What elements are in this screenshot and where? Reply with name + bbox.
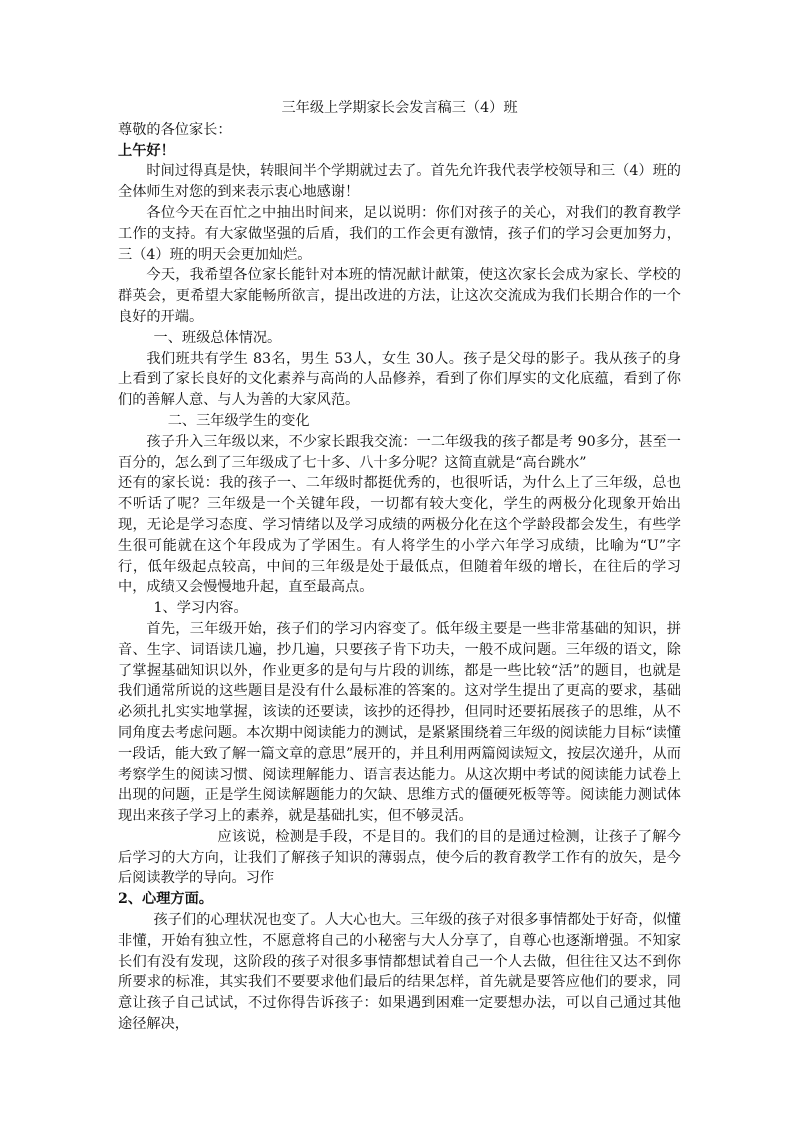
heading-student-changes: 二、三年级学生的变化 xyxy=(167,412,310,429)
salutation: 尊敬的各位家长： xyxy=(118,121,232,138)
heading-psychology: 2、心理方面。 xyxy=(118,891,213,908)
paragraph-testing-purpose: 应该说，检测是手段，不是目的。我们的目的是通过检测，让孩子了解今后学习的大方向，让我们了解孩子知识的薄弱点，使今后的教育教学工作有的放矢，是今后阅读教学的导向。习作 xyxy=(118,828,681,887)
paragraph-key-stage: 还有的家长说：我的孩子一、二年级时都挺优秀的，也很听话，为什么上了三年级，总也不听话了呢？三年级是一个关键年段，一切都有较大变化，学生的两极分化现象开始出现，无论是学习态度、学习情绪以及学习成绩的两极分化在这个学龄段都会发生，有些学生很可能就在这个年段成为了学困生。有人将学生的小学六年学习成绩，比喻为“U”字行，低年级起点较高，中间的三年级是处于最低点，但随着年级的增长，在往后的学习中，成绩又会慢慢地升起，直至最高点。 xyxy=(118,475,681,596)
paragraph-psychology: 孩子们的心理状况也变了。人大心也大。三年级的孩子对很多事情都处于好奇，似懂非懂，开始有独立性，不愿意将自己的小秘密与大人分享了，自尊心也逐渐增强。不知家长们有没有发现，这阶段的孩子对很多事情都想试着自己一个人去做，但往往又达不到你所要求的标准，其实我们不要要求他们最后的结果怎样，首先就是要答应他们的要求，同意让孩子自己试试，不过你得告诉孩子：如果遇到困难一定要想办法，可以自己通过其他途径解决， xyxy=(118,912,681,1033)
paragraph-class-overview: 我们班共有学生 83名，男生 53人，女生 30人。孩子是父母的影子。我从孩子的身上看到了家长良好的文化素养与高尚的人品修养，看到了你们厚实的文化底蕴，看到了你们的善解人意、与人为善的大家风范。 xyxy=(118,350,681,409)
document-page xyxy=(118,98,681,1035)
paragraph-parent-feedback: 孩子升入三年级以来，不少家长跟我交流：一二年级我的孩子都是考 90多分，甚至一百分的，怎么到了三年级成了七十多、八十多分呢？这简直就是“高台跳水” xyxy=(118,433,681,471)
greeting: 上午好！ xyxy=(118,142,175,159)
document-title: 三年级上学期家长会发言稿三（4）班 xyxy=(281,100,518,116)
paragraph-thanks: 时间过得真是快，转眼间半个学期就过去了。首先允许我代表学校领导和三（4）班的全体师生对您的到来表示衷心地感谢！ xyxy=(118,163,681,201)
paragraph-support: 各位今天在百忙之中抽出时间来，足以说明：你们对孩子的关心，对我们的教育教学工作的支持。有大家做坚强的后盾，我们的工作会更有激情，孩子们的学习会更加努力，三（4）班的明天会更加灿烂。 xyxy=(118,204,681,263)
heading-class-overview: 一、班级总体情况。 xyxy=(153,329,282,346)
paragraph-learning-content: 首先，三年级开始，孩子们的学习内容变了。低年级主要是一些非常基础的知识，拼音、生字、词语读几遍，抄几遍，只要孩子肯下功夫，一般不成问题。三年级的语文，除了掌握基础知识以外，作业更多的是句与片段的训练，都是一些比较“活”的题目，也就是我们通常所说的这些题目是没有什么最标准的答案的。这对学生提出了更高的要求，基础必须扎扎实实地掌握，该读的还要读，该抄的还得抄，但同时还要拓展孩子的思维，从不同角度去考虑问题。本次期中阅读能力的测试，是紧紧围绕着三年级的阅读能力目标“读懂一段话，能大致了解一篇文章的意思”展开的，并且利用两篇阅读短文，按层次递升，从而考察学生的阅读习惯、阅读理解能力、语言表达能力。从这次期中考试的阅读能力试卷上出现的问题，正是学生阅读解题能力的欠缺、思维方式的僵硬死板等等。阅读能力测试体现出来孩子学习上的素养，就是基础扎实，但不够灵活。 xyxy=(118,620,681,825)
paragraph-hope: 今天，我希望各位家长能针对本班的情况献计献策，使这次家长会成为家长、学校的群英会，更希望大家能畅所欲言，提出改进的方法，让这次交流成为我们长期合作的一个良好的开端。 xyxy=(118,267,681,325)
heading-learning-content: 1、学习内容。 xyxy=(153,600,248,617)
